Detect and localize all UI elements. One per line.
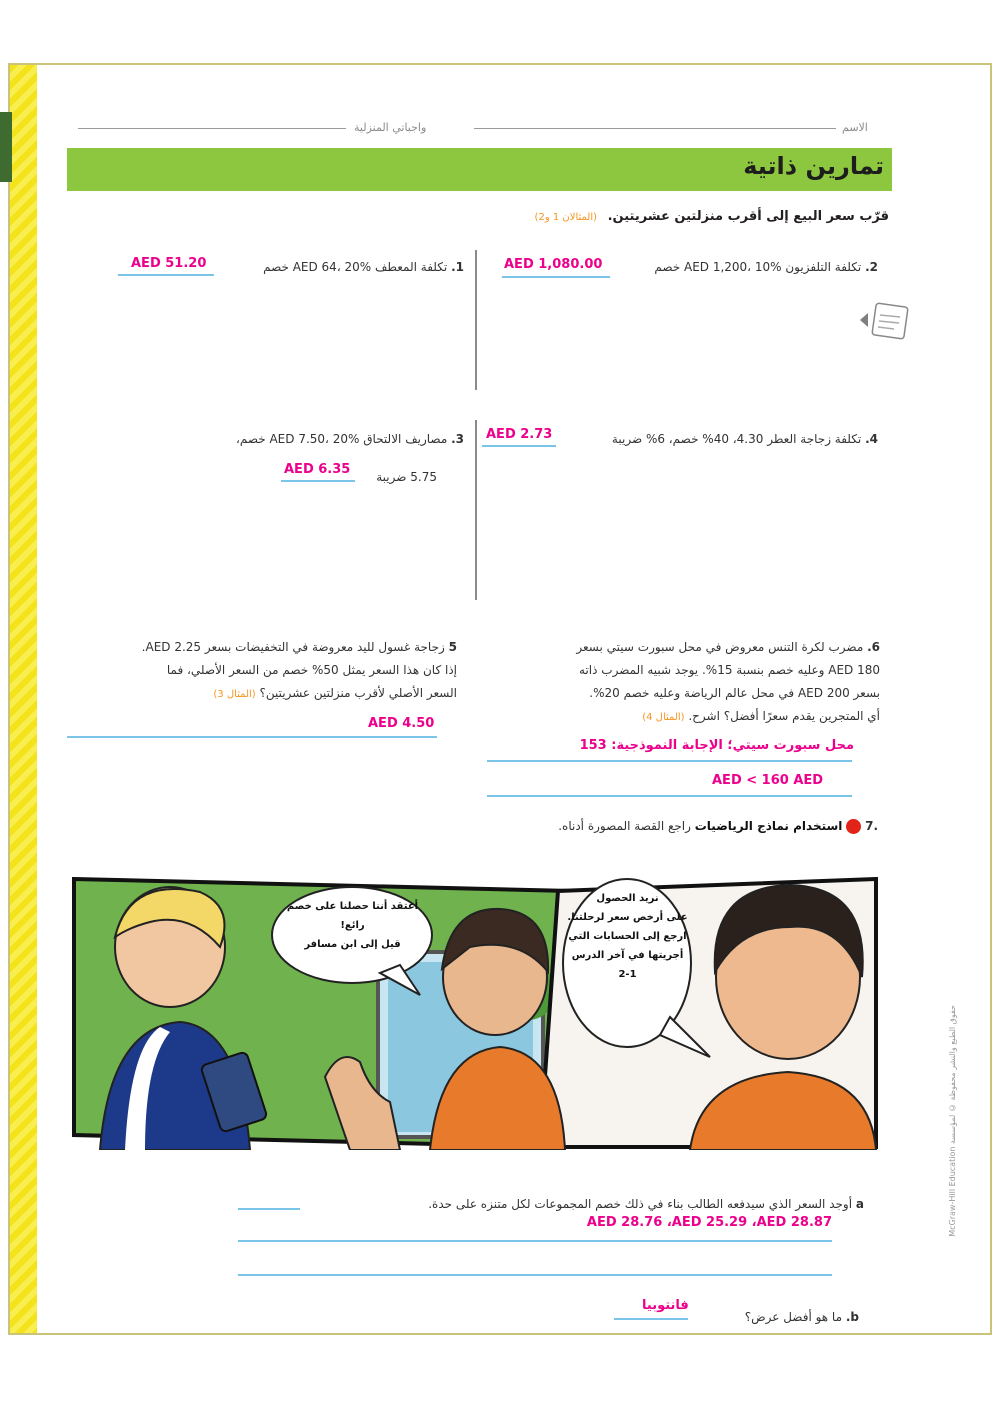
question-label: b. [845, 1310, 859, 1324]
bubble-line: أعتقد أننا حصلنا على خصم رائع! [286, 901, 419, 931]
bubble-line: على أرخص سعر لرحلتنا. [567, 912, 688, 923]
question-number: 6. [867, 640, 880, 654]
yellow-margin-strip [10, 65, 37, 1333]
bubble-line: أجريتها في آخر الدرس 1-2 [571, 950, 684, 980]
name-label: الاسم [842, 121, 868, 134]
answer-line [487, 760, 852, 762]
question-label: a [855, 1197, 864, 1211]
question-1 [263, 256, 464, 278]
answer-line [118, 274, 214, 276]
question-number: 1. [451, 260, 464, 274]
question-line: بسعر AED 200 في محل عالم الرياضة وعليه خصم 20%. [589, 686, 880, 700]
question-text: تكلفة المعطف AED 64، 20% خصم [263, 260, 448, 274]
question-bold-text: استخدام نماذج الرياضيات [694, 819, 843, 833]
question-line: أي المتجرين يقدم سعرًا أفضل؟ اشرح. [688, 709, 880, 723]
question-ref: (المثال 3) [213, 689, 256, 700]
question-7 [558, 815, 878, 837]
question-text: تكلفة زجاجة العطر 4.30، 40% خصم، 6% ضريبة [611, 432, 862, 446]
column-divider [475, 250, 477, 390]
question-text: أوجد السعر الذي سيدفعه الطالب بناء في ذلك خصم المجموعات لكل متنزه على حدة. [428, 1197, 853, 1211]
instruction-ref: (المثالان 1 و2) [534, 212, 598, 223]
answer-5: AED 4.50 [368, 716, 435, 731]
question-a [428, 1193, 864, 1215]
speech-bubble-right [565, 889, 690, 984]
subject-label: واجباتي المنزلية [354, 121, 427, 134]
question-5 [67, 636, 457, 706]
question-line: زجاجة غسول لليد معروضة في التخفيضات بسعر AED 2.25. [141, 640, 445, 654]
answer-line [502, 276, 610, 278]
question-number: 3. [451, 432, 464, 446]
question-line: السعر الأصلي لأقرب منزلتين عشريتين؟ [259, 686, 457, 700]
bubble-line: ارجع إلى الحسابات التي [568, 931, 687, 942]
question-text: ما هو أفضل عرض؟ [744, 1310, 843, 1324]
question-line: AED 180 وعليه خصم بنسبة 15%. يوجد شبيه المضرب ذاته [579, 663, 880, 677]
comic-strip [70, 877, 878, 1150]
answer-line [238, 1240, 832, 1242]
question-number: .7 [865, 819, 878, 833]
question-3 [236, 428, 464, 450]
question-4 [612, 428, 878, 450]
answer-line [482, 445, 556, 447]
answer-4: AED 2.73 [486, 427, 553, 442]
question-line: إذا كان هذا السعر يمثل 50% خصم من السعر الأصلي، فما [166, 663, 457, 677]
answer-2: AED 1,080.00 [504, 257, 603, 272]
question-number: 4. [865, 432, 878, 446]
chapter-tab [0, 112, 12, 182]
question-text: تكلفة التلفزيون AED 1,200، 10% خصم [654, 260, 862, 274]
question-number: 2. [865, 260, 878, 274]
question-2 [654, 256, 878, 278]
name-line [78, 128, 346, 129]
answer-6-line2: AED < 160 AED [712, 773, 824, 788]
instruction [535, 209, 889, 224]
answer-6-line1: محل سبورت سيتي؛ الإجابة النموذجية: 153 [579, 738, 854, 753]
answer-line [487, 795, 852, 797]
bubble-line: قيل إلى ابن مسافر [304, 939, 401, 950]
modeling-icon [846, 819, 861, 834]
question-text: مصاريف الالتحاق AED 7.50، 20% خصم، [235, 432, 448, 446]
answer-b: فانتوبيا [642, 1298, 689, 1313]
subject-line [474, 128, 836, 129]
page-title: تمارين ذاتية [743, 152, 884, 180]
question-3-line2: 5.75 ضريبة [376, 470, 437, 484]
answer-1: AED 51.20 [131, 256, 207, 271]
question-text: راجع القصة المصورة أدناه. [558, 819, 691, 833]
column-divider [475, 420, 477, 600]
answer-3: AED 6.35 [284, 462, 351, 477]
question-6 [500, 636, 880, 729]
instruction-text: قرّب سعر البيع إلى أقرب منزلتين عشريتين. [607, 209, 889, 224]
notes-sticker-icon [858, 302, 910, 340]
question-ref: (المثال 4) [642, 712, 685, 723]
speech-bubble-left [275, 897, 430, 954]
bubble-line: نريد الحصول [596, 893, 659, 904]
answer-line [614, 1318, 688, 1320]
answer-line [281, 480, 355, 482]
question-number: 5 [448, 640, 457, 654]
answer-line [67, 736, 437, 738]
answer-line [238, 1274, 832, 1276]
copyright-credit: McGraw-Hill Education حقوق الطبع والنشر محفوظة © لمؤسسة [948, 1005, 957, 1237]
question-b [745, 1306, 859, 1328]
question-line: مضرب لكرة التنس معروض في محل سبورت سيتي بسعر [576, 640, 864, 654]
answer-line [238, 1208, 300, 1210]
comic-illustration [70, 877, 878, 1150]
answer-a: AED 28.76 ،AED 25.29 ،AED 28.87 [586, 1215, 832, 1230]
